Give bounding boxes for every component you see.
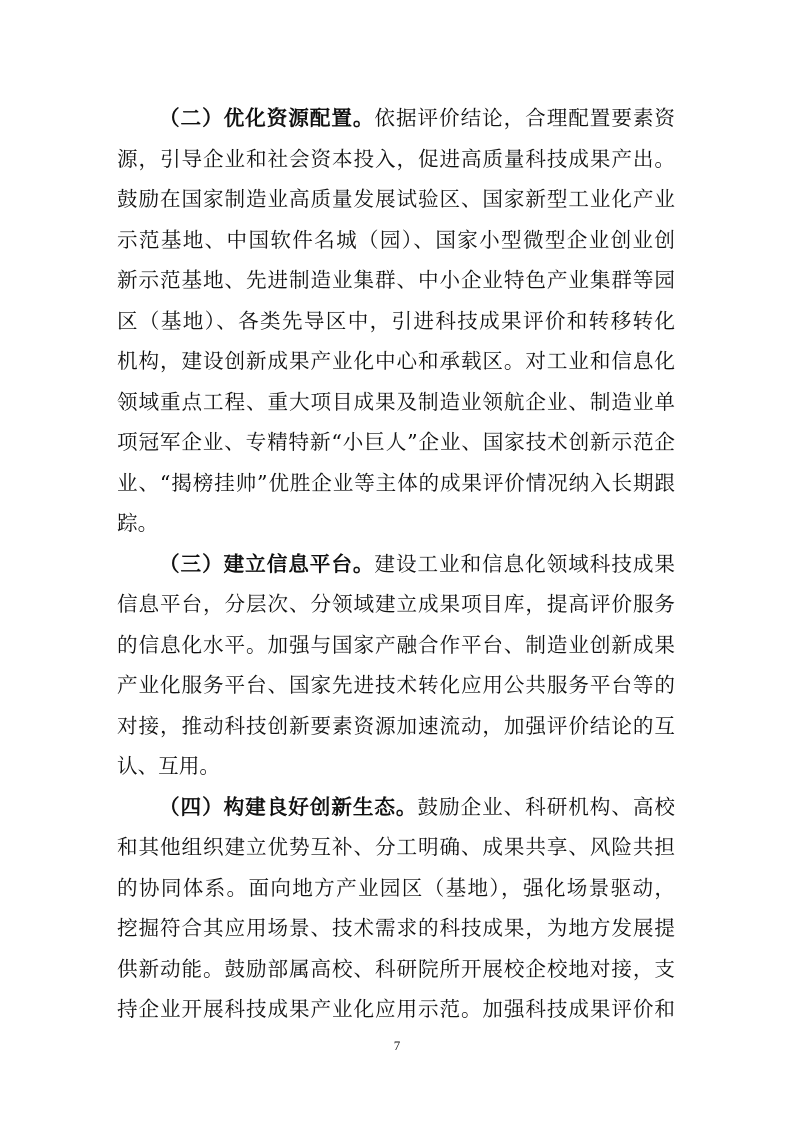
- text-line: 信息平台，分层次、分领域建立成果项目库，提高评价服务: [117, 592, 675, 616]
- text-line: 挖掘符合其应用场景、技术需求的科技成果，为地方发展提: [117, 916, 675, 940]
- section-4-first-line: [159, 787, 675, 827]
- text-line: 持企业开展科技成果产业化应用示范。加强科技成果评价和: [117, 997, 675, 1021]
- text-line: 建设工业和信息化领域科技成果: [374, 552, 676, 576]
- text-line: 依据评价结论，合理配置要素资: [374, 106, 676, 130]
- text-line: 项冠军企业、专精特新“小巨人”企业、国家技术创新示范企: [117, 430, 675, 454]
- section-4-heading: （四）构建良好创新生态。: [159, 795, 418, 819]
- section-2-heading: （二）优化资源配置。: [159, 106, 375, 130]
- section-2-first-line: [159, 98, 675, 138]
- text-line: 鼓励企业、科研机构、高校: [417, 795, 676, 819]
- text-line: 业、“揭榜挂帅”优胜企业等主体的成果评价情况纳入长期跟: [117, 471, 675, 495]
- text-line: 认、互用。: [117, 754, 220, 778]
- text-line: 机构，建设创新成果产业化中心和承载区。对工业和信息化: [117, 349, 675, 373]
- page-number: 7: [393, 1038, 401, 1053]
- text-line: 示范基地、中国软件名城（园）、国家小型微型企业创业创: [117, 228, 675, 252]
- text-line: 领域重点工程、重大项目成果及制造业领航企业、制造业单: [117, 390, 675, 414]
- text-line: 供新动能。鼓励部属高校、科研院所开展校企校地对接，支: [117, 957, 675, 981]
- text-line: 对接，推动科技创新要素资源加速流动，加强评价结论的互: [117, 714, 675, 738]
- section-3-heading: （三）建立信息平台。: [159, 552, 375, 576]
- text-line: 和其他组织建立优势互补、分工明确、成果共享、风险共担: [117, 835, 675, 859]
- text-line: 的信息化水平。加强与国家产融合作平台、制造业创新成果: [117, 633, 675, 657]
- text-line: 产业化服务平台、国家先进技术转化应用公共服务平台等的: [117, 673, 675, 697]
- text-line: 源，引导企业和社会资本投入，促进高质量科技成果产出。: [117, 147, 675, 171]
- text-line: 踪。: [117, 511, 159, 535]
- text-line: 新示范基地、先进制造业集群、中小企业特色产业集群等园: [117, 268, 675, 292]
- text-line: 区（基地）、各类先导区中，引进科技成果评价和转移转化: [117, 309, 675, 333]
- text-line: 鼓励在国家制造业高质量发展试验区、国家新型工业化产业: [117, 187, 675, 211]
- text-line: 的协同体系。面向地方产业园区（基地），强化场景驱动，: [117, 876, 675, 900]
- section-3-first-line: [159, 544, 675, 584]
